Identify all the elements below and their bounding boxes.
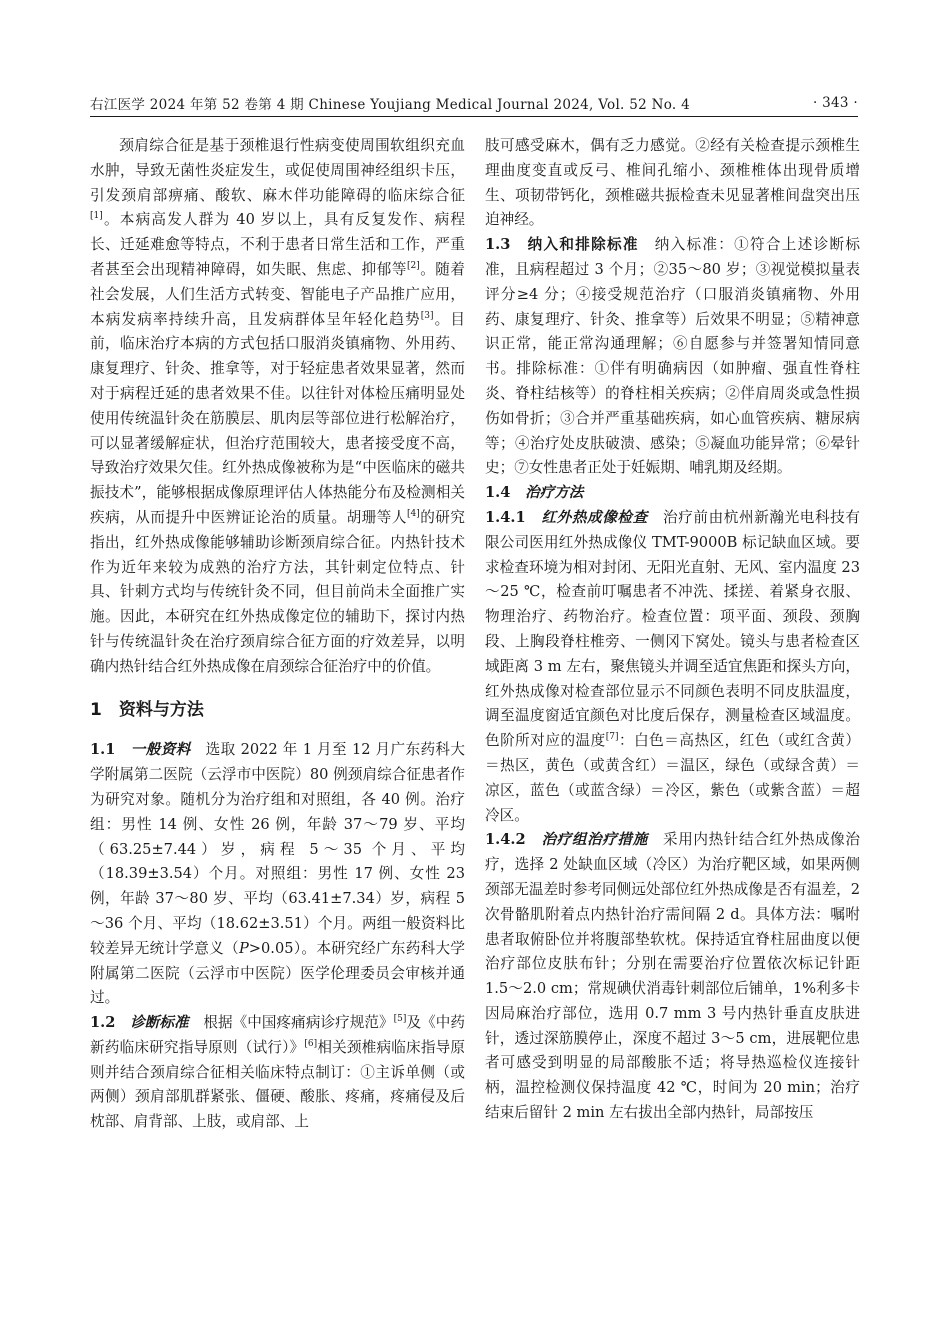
section-heading-methods: 1 资料与方法	[90, 699, 204, 720]
citation-2[interactable]: [2]	[406, 261, 420, 272]
section-1-4-title: 治疗方法	[525, 484, 584, 502]
section-1-1-title: 一般资料	[130, 741, 191, 759]
section-1-4-2-number: 1.4.2	[485, 831, 526, 849]
citation-1[interactable]: [1]	[90, 211, 103, 222]
intro-paragraph: 颈肩综合征是基于颈椎退行性病变使周围软组织充血水肿，导致无菌性炎症发生，或促使周围神经组织卡压，引发颈肩部痹痛、酸软、麻木伴功能障碍的临床综合征[1]。本病高发人群为 40 岁以上，具有反复发作、病程长、迁延难愈等特点，不利于患者日常生活和工作，严重者甚至会出现精神障碍，如失眠、焦虑、抑郁等[2]。随着社会发展，人们生活方式转变、智能电子产品推广应用，本病发病率持续升高，且发病群体呈年轻化趋势[3]。目前，临床治疗本病的方式包括口服消炎镇痛物、外用药、康复理疗、针灸、推拿等，对于轻症患者效果显著，然而对于病程迁延的患者效果不佳。以往针对体检压痛明显处使用传统温针灸在筋膜层、肌肉层等部位进行松解治疗，可以显著缓解症状，但治疗范围较大，患者接受度不高，导致治疗效果欠佳。红外热成像被称为是“中医临床的磁共振技术”，能够根据成像原理评估人体热能分布及检测相关疾病，从而提升中医辨证论治的质量。胡珊等人[4]的研究指出，红外热成像能够辅助诊断颈肩综合征。内热针技术作为近年来较为成熟的治疗方法，其针刺定位特点、针具、针刺方式均与传统针灸不同，但目前尚未全面推广实施。因此，本研究在红外热成像定位的辅助下，探讨内热针与传统温针灸在治疗颈肩综合征方面的疗效差异，以明确内热针结合红外热成像在肩颈综合征治疗中的价值。	[90, 137, 465, 675]
section-1-2-continuation: 肢可感受麻木，偶有乏力感觉。②经有关检查提示颈椎生理曲度变直或反弓、椎间孔缩小、颈椎椎体出现骨质增生、项韧带钙化，颈椎磁共振检查未见显著椎间盘突出压迫神经。	[485, 137, 860, 229]
citation-3[interactable]: [3]	[420, 310, 434, 321]
left-column	[90, 134, 465, 1135]
citation-7[interactable]: [7]	[605, 732, 619, 743]
section-1-3-number: 1.3	[485, 236, 511, 254]
section-1-1-number: 1.1	[90, 741, 116, 759]
section-1-2-number: 1.2	[90, 1014, 116, 1032]
section-1-4-2-paragraph: 1.4.2 治疗组治疗措施 采用内热针结合红外热成像治疗，选择 2 处缺血区域（冷区）为治疗靶区域，如果两侧颈部无温差时参考同侧远处部位红外热成像是否有温差，2 次骨骼肌附着点内热针治疗需间隔 2 d。具体方法：嘱咐患者取俯卧位并将腹部垫软枕。保持适宜脊柱屈曲度以便治疗部位皮肤布针；分别在需要治疗位置依次标记针距 1.5～2.0 cm；常规碘伏消毒针刺部位后铺单，1%利多卡因局麻治疗部位，选用 0.7 mm 3 号内热针垂直皮肤进针，透过深筋膜停止，深度不超过 3～5 cm，进展靶位患者可感受到明显的局部酸胀不适；将导热巡检仪连接针柄，温控检测仪保持温度 42 ℃，时间为 20 min；治疗结束后留针 2 min 左右拔出全部内热针，局部按压	[485, 831, 860, 1122]
section-1-4-1-paragraph: 1.4.1 红外热成像检查 治疗前由杭州新瀚光电科技有限公司医用红外热成像仪 TMT-9000B 标记缺血区域。要求检查环境为相对封闭、无阳光直射、无风、室内温度 23～25 ℃，检查前叮嘱患者不冲洗、揉搓、着紧身衣服、物理治疗、药物治疗。检查位置：项平面、颈段、颈胸段、上胸段脊柱椎旁、一侧冈下窝处。镜头与患者检查区域距离 3 m 左右，聚焦镜头并调至适宜焦距和探头方向，红外热成像对检查部位显示不同颜色表明不同皮肤温度，调至温度窗适宜颜色对比度后保存，测量检查区域温度。色阶所对应的温度[7]：白色＝高热区，红色（或红含黄）＝热区，黄色（或黄含红）＝温区，绿色（或绿含黄）＝凉区，蓝色（或蓝含绿）＝冷区，紫色（或紫含蓝）＝超冷区。	[485, 508, 860, 824]
header-rule	[90, 116, 858, 117]
citation-6[interactable]: [6]	[304, 1039, 318, 1050]
section-1-4-1-title: 红外热成像检查	[541, 508, 648, 526]
header-page-number: · 343 ·	[812, 95, 858, 111]
section-1-2-paragraph: 1.2 诊断标准 根据《中国疼痛病诊疗规范》[5]及《中药新药临床研究指导原则（试行）》[6]相关颈椎病临床指导原则并结合颈肩综合征相关临床特点制订：①主诉单侧（或两侧）颈肩部肌群紧张、僵硬、酸胀、疼痛，疼痛侵及后枕部、肩背部、上肢，或肩部、上	[90, 1014, 465, 1131]
running-header	[90, 92, 858, 114]
header-journal-info: 右江医学 2024 年第 52 卷第 4 期 Chinese Youjiang Medical Journal 2024, Vol. 52 No. 4	[90, 97, 690, 113]
section-1-4-number: 1.4	[485, 484, 511, 502]
section-1-4-heading	[485, 481, 860, 506]
right-column	[485, 134, 860, 1126]
citation-5[interactable]: [5]	[393, 1014, 407, 1025]
section-1-4-1-number: 1.4.1	[485, 508, 526, 526]
section-1-3-paragraph: 1.3 纳入和排除标准 纳入标准：①符合上述诊断标准，且病程超过 3 个月；②35～80 岁；③视觉模拟量表评分≥4 分；④接受规范治疗（口服消炎镇痛物、外用药、康复理疗、针灸、推拿等）后效果不明显；⑤精神意识正常，能正常沟通理解；⑥自愿参与并签署知情同意书。排除标准：①伴有明确病因（如肿瘤、强直性脊柱炎、脊柱结核等）的脊柱相关疾病；②伴肩周炎或急性损伤如骨折；③合并严重基础疾病，如心血管疾病、糖尿病等；④治疗处皮肤破溃、感染；⑤凝血功能异常；⑥晕针史；⑦女性患者正处于妊娠期、哺乳期及经期。	[485, 236, 860, 477]
section-1-3-title: 纳入和排除标准	[527, 236, 639, 254]
section-1-2-title: 诊断标准	[130, 1014, 189, 1032]
section-1-4-2-title: 治疗组治疗措施	[541, 831, 648, 849]
citation-4[interactable]: [4]	[406, 509, 420, 520]
section-1-1-paragraph: 1.1 一般资料 选取 2022 年 1 月至 12 月广东药科大学附属第二医院（云浮市中医院）80 例颈肩综合征患者作为研究对象。随机分为治疗组和对照组，各 40 例。治疗组：男性 14 例、女性 26 例，年龄 37～79 岁、平均（63.25±7.44）岁，病程 5～35 个月、平均（18.39±3.54）个月。对照组：男性 17 例、女性 23 例，年龄 37～80 岁、平均（63.41±7.34）岁，病程 5～36 个月、平均（18.62±3.51）个月。两组一般资料比较差异无统计学意义（P>0.05）。本研究经广东药科大学附属第二医院（云浮市中医院）医学伦理委员会审核并通过。	[90, 741, 465, 1007]
